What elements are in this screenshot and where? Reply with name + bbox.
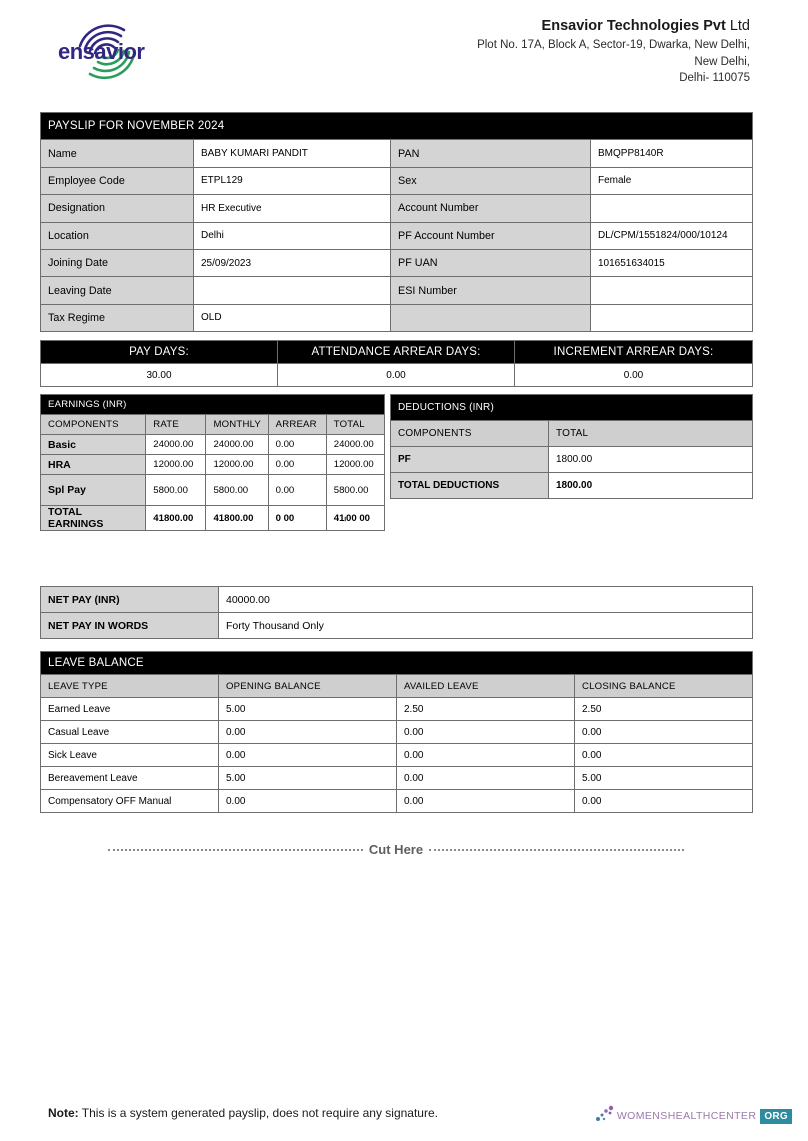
- ensavior-logo: [52, 16, 162, 88]
- field-label-name: Name: [41, 140, 194, 167]
- deductions-component: PF: [391, 447, 549, 473]
- leave-balance-title-row: [41, 652, 753, 675]
- earnings-rate: 24000.00: [146, 435, 206, 455]
- earnings-header-components: COMPONENTS: [41, 415, 146, 435]
- earnings-total-label: TOTAL EARNINGS: [41, 506, 146, 531]
- earnings-arrear: 0.00: [268, 475, 326, 506]
- leave-closing: 0.00: [575, 744, 753, 767]
- pay-days-section: [40, 340, 752, 387]
- field-value-designation: HR Executive: [194, 195, 391, 222]
- earnings-total: 24000.00: [326, 435, 384, 455]
- company-name: [477, 16, 750, 37]
- field-label-tax-regime: Tax Regime: [41, 304, 194, 331]
- company-address-line-2: New Delhi,: [694, 55, 750, 68]
- earnings-total: 12000.00: [326, 455, 384, 475]
- company-address-line-1: Plot No. 17A, Block A, Sector-19, Dwarka, New Delhi,: [477, 39, 750, 52]
- leave-closing: 0.00: [575, 790, 753, 813]
- field-label-pf-account-number: PF Account Number: [391, 222, 591, 249]
- leave-availed: 0.00: [397, 790, 575, 813]
- earnings-component: Spl Pay: [41, 475, 146, 506]
- deductions-header-components: COMPONENTS: [391, 421, 549, 447]
- earnings-total: 5800.00: [326, 475, 384, 506]
- leave-availed: 2.50: [397, 698, 575, 721]
- earnings-arrear: 0.00: [268, 435, 326, 455]
- net-pay-label: NET PAY (INR): [41, 587, 219, 613]
- increment-arrear-days-header: INCREMENT ARREAR DAYS:: [515, 341, 753, 364]
- table-row: [41, 455, 385, 475]
- cut-here-label: Cut Here: [368, 842, 424, 857]
- earnings-total-monthly: 41800.00: [206, 506, 268, 531]
- field-label-employee-code: Employee Code: [41, 167, 194, 194]
- cut-here-separator: [40, 842, 752, 857]
- pay-days-header: PAY DAYS:: [41, 341, 278, 364]
- leave-closing: 2.50: [575, 698, 753, 721]
- company-info: [477, 16, 750, 87]
- earnings-component: HRA: [41, 455, 146, 475]
- net-pay-words-label: NET PAY IN WORDS: [41, 613, 219, 639]
- leave-balance-title: LEAVE BALANCE: [41, 652, 753, 675]
- field-value-esi-number: [591, 277, 753, 304]
- table-row: [41, 249, 753, 276]
- earnings-monthly: 5800.00: [206, 475, 268, 506]
- table-row: [41, 790, 753, 813]
- earnings-rate: 12000.00: [146, 455, 206, 475]
- earnings-total-arrear: 0 00: [268, 506, 326, 531]
- earnings-header-monthly: MONTHLY: [206, 415, 268, 435]
- leave-opening: 0.00: [219, 790, 397, 813]
- table-row: [41, 140, 753, 167]
- table-row: [41, 222, 753, 249]
- earnings-total-total: 41ₗ00 00: [326, 506, 384, 531]
- field-value-pan: BMQPP8140R: [591, 140, 753, 167]
- leave-header-closing: CLOSING BALANCE: [575, 675, 753, 698]
- field-label-leaving-date: Leaving Date: [41, 277, 194, 304]
- cut-here-dotted-line-right: [429, 848, 684, 851]
- deductions-total-label: TOTAL DEDUCTIONS: [391, 473, 549, 499]
- field-value-account-number: [591, 195, 753, 222]
- deductions-title-row: [391, 395, 753, 421]
- earnings-header-rate: RATE: [146, 415, 206, 435]
- field-label-pf-uan: PF UAN: [391, 249, 591, 276]
- earnings-total-rate: 41800.00: [146, 506, 206, 531]
- attendance-arrear-days-header: ATTENDANCE ARREAR DAYS:: [278, 341, 515, 364]
- field-value-sex: Female: [591, 167, 753, 194]
- field-label-esi-number: ESI Number: [391, 277, 591, 304]
- field-label-pan: PAN: [391, 140, 591, 167]
- net-pay-words-row: [41, 613, 753, 639]
- leave-balance-header-row: [41, 675, 753, 698]
- deductions-section: [390, 394, 752, 499]
- table-row: [391, 447, 753, 473]
- attendance-arrear-days-value: 0.00: [278, 364, 515, 387]
- deductions-total-value: 1800.00: [549, 473, 753, 499]
- earnings-component: Basic: [41, 435, 146, 455]
- leave-availed: 0.00: [397, 744, 575, 767]
- payslip-title: PAYSLIP FOR NOVEMBER 2024: [41, 113, 753, 140]
- field-value-leaving-date: [194, 277, 391, 304]
- deductions-header-total: TOTAL: [549, 421, 753, 447]
- earnings-section: [40, 394, 385, 531]
- leave-availed: 0.00: [397, 721, 575, 744]
- field-value-joining-date: 25/09/2023: [194, 249, 391, 276]
- table-row: [41, 767, 753, 790]
- field-label-empty: [391, 304, 591, 331]
- company-address-line-3: Delhi- 110075: [679, 72, 750, 85]
- pay-days-value-row: [41, 364, 753, 387]
- logo-wordmark: ensavior: [58, 39, 145, 64]
- leave-availed: 0.00: [397, 767, 575, 790]
- leave-opening: 5.00: [219, 698, 397, 721]
- table-row: [41, 304, 753, 331]
- field-value-pf-uan: 101651634015: [591, 249, 753, 276]
- deductions-table: [390, 394, 753, 499]
- company-name-main: Ensavior Technologies Pvt: [541, 18, 726, 34]
- table-row: [41, 475, 385, 506]
- field-value-location: Delhi: [194, 222, 391, 249]
- table-row: [41, 195, 753, 222]
- leave-closing: 5.00: [575, 767, 753, 790]
- deductions-title: DEDUCTIONS (INR): [391, 395, 753, 421]
- earnings-title: EARNINGS (INR): [41, 395, 385, 415]
- deductions-total: 1800.00: [549, 447, 753, 473]
- net-pay-amount-row: [41, 587, 753, 613]
- payslip-title-row: [41, 113, 753, 140]
- field-value-tax-regime: OLD: [194, 304, 391, 331]
- table-row: [41, 167, 753, 194]
- earnings-monthly: 12000.00: [206, 455, 268, 475]
- table-row: [41, 744, 753, 767]
- table-row: [41, 698, 753, 721]
- leave-opening: 5.00: [219, 767, 397, 790]
- leave-type: Casual Leave: [41, 721, 219, 744]
- field-label-designation: Designation: [41, 195, 194, 222]
- pay-days-table: [40, 340, 753, 387]
- net-pay-words-value: Forty Thousand Only: [219, 613, 753, 639]
- field-label-joining-date: Joining Date: [41, 249, 194, 276]
- leave-balance-section: [40, 651, 752, 813]
- footer-note-text: This is a system generated payslip, does not require any signature.: [78, 1106, 438, 1120]
- leave-type: Compensatory OFF Manual: [41, 790, 219, 813]
- leave-type: Sick Leave: [41, 744, 219, 767]
- leave-header-availed: AVAILED LEAVE: [397, 675, 575, 698]
- leave-type: Earned Leave: [41, 698, 219, 721]
- leave-balance-table: [40, 651, 753, 813]
- earnings-header-row: [41, 415, 385, 435]
- company-name-suffix: Ltd: [725, 18, 750, 34]
- cut-here-dotted-line-left: [108, 848, 363, 851]
- net-pay-table: [40, 586, 753, 639]
- table-row: [41, 435, 385, 455]
- employee-details-table: [40, 112, 753, 332]
- earnings-monthly: 24000.00: [206, 435, 268, 455]
- field-label-location: Location: [41, 222, 194, 249]
- deductions-header-row: [391, 421, 753, 447]
- field-label-sex: Sex: [391, 167, 591, 194]
- earnings-table: [40, 394, 385, 531]
- leave-opening: 0.00: [219, 744, 397, 767]
- footer-note: [48, 1106, 438, 1120]
- watermark-badge: ORG: [760, 1109, 792, 1124]
- field-value-pf-account-number: DL/CPM/1551824/000/10124: [591, 222, 753, 249]
- pay-days-value: 30.00: [41, 364, 278, 387]
- increment-arrear-days-value: 0.00: [515, 364, 753, 387]
- leave-opening: 0.00: [219, 721, 397, 744]
- field-value-empty: [591, 304, 753, 331]
- field-value-employee-code: ETPL129: [194, 167, 391, 194]
- leave-header-opening: OPENING BALANCE: [219, 675, 397, 698]
- footer-note-prefix: Note:: [48, 1106, 79, 1120]
- earnings-arrear: 0.00: [268, 455, 326, 475]
- watermark: [595, 1103, 792, 1129]
- table-row: [41, 721, 753, 744]
- earnings-total-row: [41, 506, 385, 531]
- earnings-header-arrear: ARREAR: [268, 415, 326, 435]
- field-value-name: BABY KUMARI PANDIT: [194, 140, 391, 167]
- field-label-account-number: Account Number: [391, 195, 591, 222]
- net-pay-section: [40, 586, 752, 639]
- employee-details-section: [40, 112, 752, 332]
- document-header: [0, 0, 808, 100]
- net-pay-value: 40000.00: [219, 587, 753, 613]
- earnings-rate: 5800.00: [146, 475, 206, 506]
- pay-days-header-row: [41, 341, 753, 364]
- deductions-total-row: [391, 473, 753, 499]
- earnings-title-row: [41, 395, 385, 415]
- watermark-text: WOMENSHEALTHCENTER: [616, 1110, 757, 1122]
- leave-closing: 0.00: [575, 721, 753, 744]
- table-row: [41, 277, 753, 304]
- earnings-header-total: TOTAL: [326, 415, 384, 435]
- logo-icon: [52, 16, 162, 88]
- watermark-dots-icon: [595, 1104, 617, 1128]
- leave-type: Bereavement Leave: [41, 767, 219, 790]
- leave-header-type: LEAVE TYPE: [41, 675, 219, 698]
